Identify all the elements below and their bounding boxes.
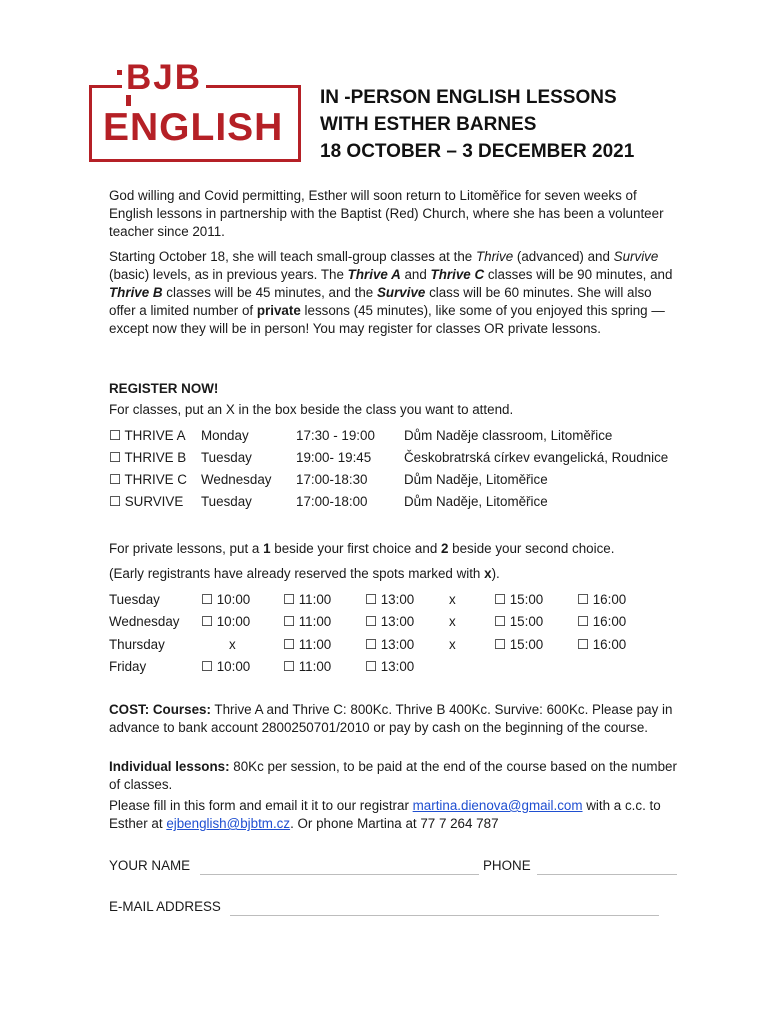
time-slot-checkbox[interactable]: ☐ 13:00 (365, 614, 415, 629)
schedule-day: Friday (109, 659, 147, 674)
p2-text: Starting October 18, she will teach small-group classes at the (109, 249, 476, 264)
time-slot-checkbox[interactable]: ☐ 16:00 (577, 637, 627, 652)
phone-field[interactable] (537, 874, 677, 875)
page-title (320, 84, 634, 165)
contact-text: . Or phone Martina at 77 7 264 787 (290, 816, 499, 831)
class-place: Dům Naděje classroom, Litoměřice (404, 428, 613, 443)
p2-text: and (400, 267, 431, 282)
class-time: 17:30 - 19:00 (296, 428, 375, 443)
class-day: Wednesday (201, 472, 272, 487)
p2-thrive-b: Thrive B (109, 285, 163, 300)
private-one: 1 (263, 541, 271, 556)
class-day: Tuesday (201, 494, 252, 509)
intro-paragraph: God willing and Covid permitting, Esther will soon return to Litoměřice for seven weeks of English lessons in partnership with the Baptist (Red) Church, where she has been a volunteer teacher since 2011. (109, 188, 664, 239)
schedule-day: Thursday (109, 637, 165, 652)
reserved-slot: x (229, 637, 236, 652)
cost-label: COST: Courses: (109, 702, 211, 717)
logo-bjb-text: BJB (122, 60, 206, 95)
class-time: 17:00-18:30 (296, 472, 368, 487)
register-heading: REGISTER NOW! (109, 381, 219, 396)
class-place: Dům Naděje, Litoměřice (404, 494, 548, 509)
logo-english-text: ENGLISH (103, 106, 284, 149)
private-x: x (484, 566, 492, 581)
time-slot-checkbox[interactable]: ☐ 10:00 (201, 659, 251, 674)
reserved-slot: x (449, 592, 456, 607)
title-line-1: IN -PERSON ENGLISH LESSONS (320, 87, 617, 108)
individual-label: Individual lessons: (109, 759, 230, 774)
time-slot-checkbox[interactable]: ☐ 13:00 (365, 592, 415, 607)
class-time: 17:00-18:00 (296, 494, 368, 509)
time-slot-checkbox[interactable]: ☐ 11:00 (283, 592, 332, 607)
time-slot-checkbox[interactable]: ☐ 13:00 (365, 637, 415, 652)
contact-text: Please fill in this form and email it it to our registrar (109, 798, 413, 813)
private-text: For private lessons, put a (109, 541, 264, 556)
cost-paragraph (109, 701, 677, 737)
time-slot-checkbox[interactable]: ☐ 15:00 (494, 592, 544, 607)
p2-thrive-c: Thrive C (430, 267, 485, 282)
register-instruction: For classes, put an X in the box beside the class you want to attend. (109, 402, 514, 417)
private-note (109, 564, 500, 584)
contact-text: with a c.c. to Esther at (109, 798, 661, 831)
schedule-day: Wednesday (109, 614, 180, 629)
private-text: beside your first choice and (270, 541, 441, 556)
p2-survive-2: Survive (376, 285, 426, 300)
p2-text: (advanced) and (513, 249, 614, 264)
name-label: YOUR NAME (109, 858, 191, 873)
contact-paragraph (109, 797, 677, 833)
p2-private: private (256, 303, 301, 318)
time-slot-checkbox[interactable]: ☐ 16:00 (577, 592, 627, 607)
private-instruction (109, 539, 614, 559)
private-text: ). (491, 566, 500, 581)
esther-email-link[interactable]: ejbenglish@bjbtm.cz (166, 816, 291, 831)
name-field[interactable] (200, 874, 479, 875)
phone-label: PHONE (483, 858, 531, 873)
class-place: Českobratrská církev evangelická, Roudnice (404, 450, 669, 465)
time-slot-checkbox[interactable]: ☐ 10:00 (201, 592, 251, 607)
registrar-email-link[interactable]: martina.dienova@gmail.com (412, 798, 583, 813)
time-slot-checkbox[interactable]: ☐ 11:00 (283, 637, 332, 652)
schedule-day: Tuesday (109, 592, 160, 607)
p2-text: classes will be 45 minutes, and the (162, 285, 377, 300)
class-place: Dům Naděje, Litoměřice (404, 472, 548, 487)
p2-thrive: Thrive (475, 249, 514, 264)
time-slot-checkbox[interactable]: ☐ 11:00 (283, 614, 332, 629)
individual-paragraph (109, 758, 677, 794)
class-name[interactable]: ☐ SURVIVE (109, 494, 184, 509)
p2-text: (basic) levels, as in previous years. The (109, 267, 348, 282)
time-slot-checkbox[interactable]: ☐ 15:00 (494, 614, 544, 629)
p2-text: classes will be 90 minutes, and (484, 267, 673, 282)
individual-text: 80Kc per session, to be paid at the end of the course based on the number of classes. (109, 759, 677, 792)
time-slot-checkbox[interactable]: ☐ 10:00 (201, 614, 251, 629)
private-two: 2 (440, 541, 449, 556)
private-text: (Early registrants have already reserved the spots marked with (109, 566, 485, 581)
reserved-slot: x (449, 637, 456, 652)
p2-survive: Survive (613, 249, 659, 264)
class-name[interactable]: ☐ THRIVE A (109, 428, 186, 443)
time-slot-checkbox[interactable]: ☐ 15:00 (494, 637, 544, 652)
email-label: E-MAIL ADDRESS (109, 899, 221, 914)
class-time: 19:00- 19:45 (296, 450, 372, 465)
time-slot-checkbox[interactable]: ☐ 13:00 (365, 659, 415, 674)
p2-text: class will be 60 minutes. She will also offer a limited number of (109, 285, 652, 318)
time-slot-checkbox[interactable]: ☐ 16:00 (577, 614, 627, 629)
reserved-slot: x (449, 614, 456, 629)
title-line-2: WITH ESTHER BARNES (320, 114, 537, 135)
classes-paragraph (109, 248, 677, 338)
time-slot-checkbox[interactable]: ☐ 11:00 (283, 659, 332, 674)
p2-thrive-a: Thrive A (347, 267, 401, 282)
class-day: Monday (201, 428, 249, 443)
email-field[interactable] (230, 915, 659, 916)
cost-text: Thrive A and Thrive C: 800Kc. Thrive B 400Kc. Survive: 600Kc. Please pay in advance to bank account 2800250701/2010 or pay by cash on the beginning of the course. (109, 702, 673, 735)
class-name[interactable]: ☐ THRIVE C (109, 472, 187, 487)
p2-text: lessons (45 minutes), like some of you enjoyed this spring — except now they will be in person! You may register for classes OR private lessons. (109, 303, 665, 336)
class-day: Tuesday (201, 450, 252, 465)
private-text: beside your second choice. (448, 541, 615, 556)
class-name[interactable]: ☐ THRIVE B (109, 450, 187, 465)
title-line-3: 18 OCTOBER – 3 DECEMBER 2021 (320, 141, 635, 162)
